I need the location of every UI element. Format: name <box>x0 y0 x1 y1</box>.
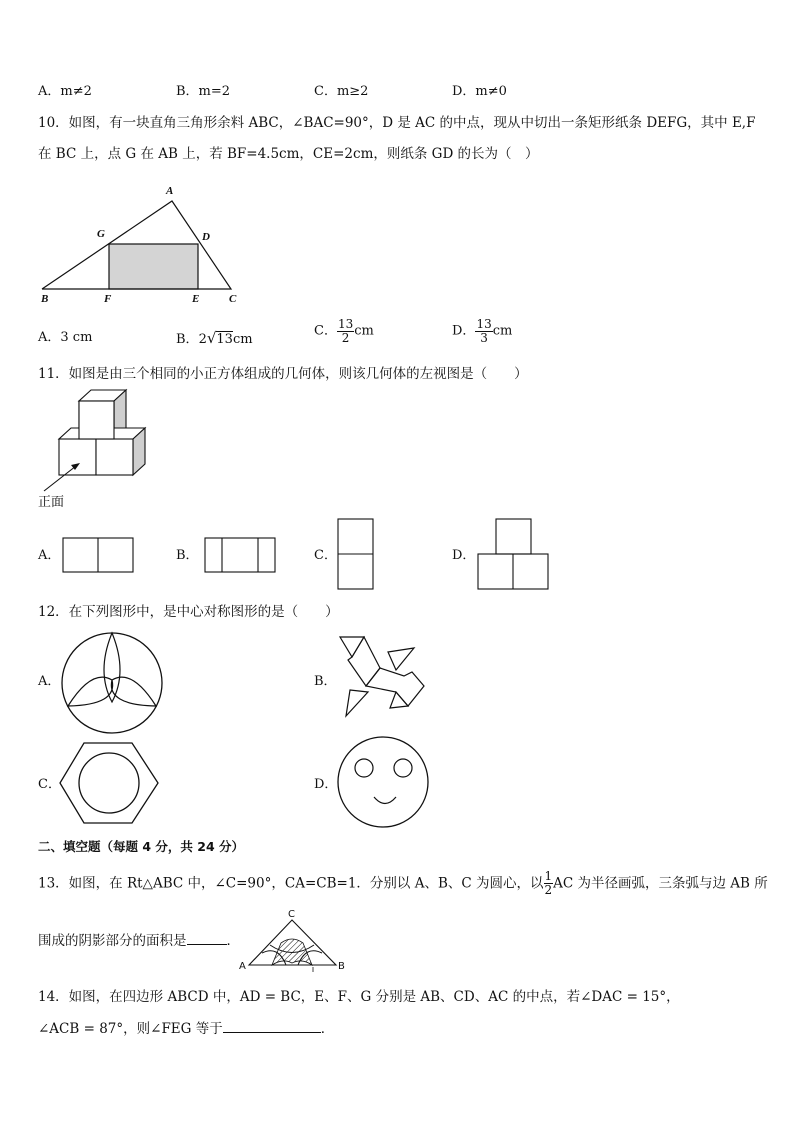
q10-option-d-prefix: D． <box>452 323 476 339</box>
q10-option-c-num: 13 <box>337 317 354 331</box>
q11-option-d: D． <box>452 548 476 563</box>
q9-option-d: D．m≠0 <box>452 84 507 99</box>
q10-option-b-unit: cm <box>232 332 253 347</box>
q10-option-c-unit: cm <box>354 323 374 339</box>
q13-frac-num: 1 <box>544 869 553 883</box>
q12-text: 12．在下列图形中，是中心对称图形的是（ ） <box>38 604 339 620</box>
section-2-title: 二、填空题（每题 4 分，共 24 分） <box>38 839 245 854</box>
q10-label-b: B <box>41 293 49 305</box>
q10-option-d-unit: cm <box>492 323 513 339</box>
q14-period: ． <box>320 1021 335 1037</box>
q10-line1: 10．如图，有一块直角三角形余料 ABC，∠BAC=90°，D 是 AC 的中点，现从中切出一条矩形纸条 DEFG，其中 E,F <box>38 115 756 131</box>
q12-option-a: A． <box>38 674 61 689</box>
q14-line1: 14．如图，在四边形 ABCD 中，AD = BC，E、F、G 分别是 AB、CD、AC 的中点，若∠DAC = 15°， <box>38 989 680 1005</box>
sqrt-sign-icon: √ <box>206 329 217 347</box>
q13-period: ． <box>226 933 240 949</box>
q10-label-a: A <box>166 185 174 197</box>
q10-label-e: E <box>192 293 200 305</box>
q9-option-a: A．m≠2 <box>38 84 92 99</box>
q10-label-c: C <box>229 293 237 305</box>
q10-label-g: G <box>97 228 105 240</box>
q11-option-a: A． <box>38 548 61 563</box>
q10-option-d-num: 13 <box>476 317 492 331</box>
q10-option-c-prefix: C． <box>314 323 337 339</box>
q10-option-d-den: 3 <box>480 331 488 345</box>
q10-option-b-coef: 2 <box>198 332 207 347</box>
q13-text-after: AC 为半径画弧，三条弧与边 AB 所 <box>553 875 768 892</box>
q9-option-c: C．m≥2 <box>314 84 369 99</box>
q13-label-c: C <box>288 909 295 920</box>
q10-option-a: A．3 cm <box>38 330 93 345</box>
q14-line2 <box>38 1020 334 1038</box>
q10-label-f: F <box>104 293 112 305</box>
q12-option-d: D． <box>314 777 338 792</box>
q11-option-c: C． <box>314 548 337 563</box>
q14-answer-blank <box>223 1032 321 1033</box>
q11-text: 11．如图是由三个相同的小正方体组成的几何体，则该几何体的左视图是（ ） <box>38 366 528 382</box>
q11-option-b: B． <box>176 548 199 563</box>
q10-label-d: D <box>202 231 210 243</box>
q12-option-b: B． <box>314 674 337 689</box>
q11-front-label: 正面 <box>38 495 65 510</box>
q12-option-c: C． <box>38 777 61 792</box>
q14-line2-text: ∠ACB = 87°，则∠FEG 等于 <box>38 1021 223 1037</box>
q9-option-b: B．m=2 <box>176 84 231 99</box>
q10-option-b-radicand: 13 <box>216 332 233 347</box>
q13-frac-den: 2 <box>544 883 553 897</box>
q10-line2: 在 BC 上，点 G 在 AB 上，若 BF=4.5cm，CE=2cm，则纸条 GD 的长为（ ） <box>38 146 539 162</box>
q13-label-b: B <box>338 961 345 972</box>
q10-option-b-prefix: B． <box>176 332 199 347</box>
q13-label-a: A <box>239 961 246 972</box>
q13-line2-text: 围成的阴影部分的面积是 <box>38 933 187 949</box>
q13-text-before: 13．如图，在 Rt△ABC 中，∠C=90°，CA=CB=1．分别以 A、B、C 为圆心，以 <box>38 875 544 892</box>
q10-option-c-den: 2 <box>341 331 350 345</box>
